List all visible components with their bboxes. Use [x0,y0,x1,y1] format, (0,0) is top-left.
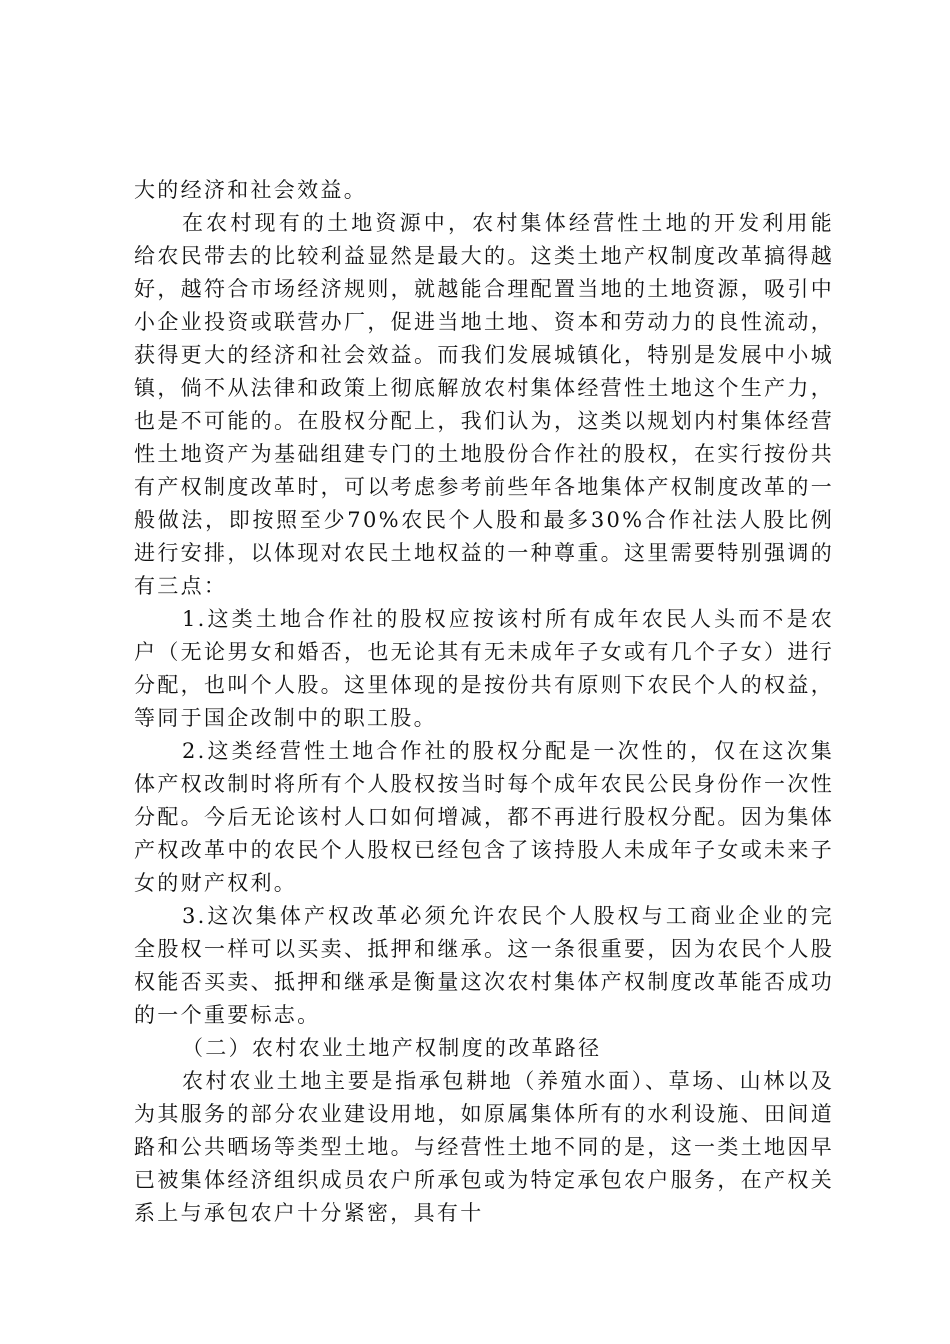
paragraph-point-1: 1.这类土地合作社的股权应按该村所有成年农民人头而不是农户（无论男女和婚否，也无论其有无未成年子女或有几个子女）进行分配，也叫个人股。这里体现的是按份共有原则下农民个人的权益，等同于国企改制中的职工股。 [134,607,834,730]
section-heading: （二）农村农业土地产权制度的改革路径 [182,1036,602,1060]
paragraph-agricultural-land: 农村农业土地主要是指承包耕地（养殖水面）、草场、山林以及为其服务的部分农业建设用地，如原属集体所有的水利设施、田间道路和公共晒场等类型土地。与经营性土地不同的是，这一类土地因早已被集体经济组织成员农户所承包或为特定承包农户服务，在产权关系上与承包农户十分紧密，具有十 [134,1069,834,1225]
paragraph-point-3: 3.这次集体产权改革必须允许农民个人股权与工商业企业的完全股权一样可以买卖、抵押和继承。这一条很重要，因为农民个人股权能否买卖、抵押和继承是衡量这次农村集体产权制度改革能否成功的一个重要标志。 [134,904,834,1027]
paragraph-continuation: 大的经济和社会效益。 [134,178,367,202]
paragraph-operating-land: 在农村现有的土地资源中，农村集体经营性土地的开发利用能给农民带去的比较利益显然是最大的。这类土地产权制度改革搞得越好，越符合市场经济规则，就越能合理配置当地的土地资源，吸引中小企业投资或联营办厂，促进当地土地、资本和劳动力的良性流动，获得更大的经济和社会效益。而我们发展城镇化，特别是发展中小城镇，倘不从法律和政策上彻底解放农村集体经营性土地这个生产力，也是不可能的。在股权分配上，我们认为，这类以规划内村集体经营性土地资产为基础组建专门的土地股份合作社的股权，在实行按份共有产权制度改革时，可以考虑参考前些年各地集体产权制度改革的一般做法，即按照至少70%农民个人股和最多30%合作社法人股比例进行安排，以体现对农民土地权益的一种尊重。这里需要特别强调的有三点： [134,211,834,598]
document-body [134,174,834,1230]
paragraph-point-2: 2.这类经营性土地合作社的股权分配是一次性的，仅在这次集体产权改制时将所有个人股权按当时每个成年农民公民身份作一次性分配。今后无论该村人口如何增减，都不再进行股权分配。因为集体产权改革中的农民个人股权已经包含了该持股人未成年子女或未来子女的财产权利。 [134,739,834,895]
